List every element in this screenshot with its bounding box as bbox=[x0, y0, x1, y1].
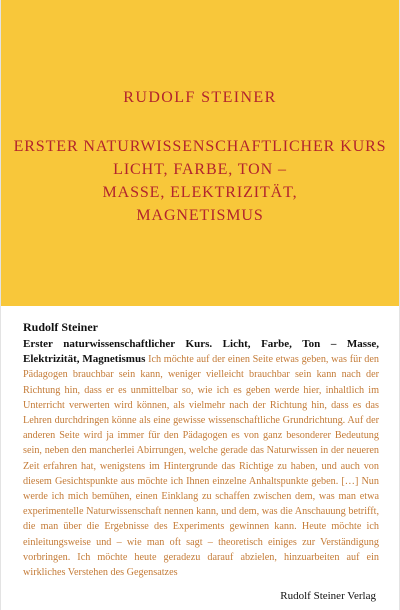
title-line: ERSTER NATURWISSENSCHAFTLICHER KURS bbox=[13, 138, 387, 155]
blurb-paragraph bbox=[23, 337, 379, 580]
blurb-text: Ich möchte auf der einen Seite etwas geben, was für den Pädagogen brauchbar sein kann, weniger vielleicht brauchbar sein kann nach der Richtung hin, dass er es unmittelbar so, wie ich es geben werde hier, inhaltlich im Unterricht verwerten wird können, als vielmehr nach der Richtung hin, dass es das Lehren durchdringen könne als eine gewisse wissenschaftliche Grundrichtung. Auf der anderen Seite wird ja immer für den Pädagogen es von ganz besonderer Bedeutung sein, neben den mancherlei Abirrungen, welche gerade das Naturwissen in der neueren Zeit erfahren hat, wenigstens im Hintergrunde das Richtige zu haben, und auch von diesem Gesichtspunkte aus möchte ich Ihnen einzelne Anhaltspunkte geben. […] Nun werde ich mich bemühen, einen Einklang zu schaffen zwischen dem, was man etwa experimentelle Naturwissenschaft nennen kann, und dem, was die Anschauung betrifft, die man über die Ergebnisse des Experiments gewinnen kann. Heute möchte ich einleitungsweise und – wie man oft sagt – theoretisch einiges zur Verständigung vorbringen. Ich möchte heute geradezu darauf abzielen, hinzuarbeiten auf ein wirkliches Verstehen des Gegensatzes bbox=[23, 354, 379, 579]
publisher-name: Rudolf Steiner Verlag bbox=[280, 590, 376, 602]
title-line: MAGNETISMUS bbox=[136, 207, 264, 224]
book-title bbox=[1, 135, 399, 227]
author-name: Rudolf Steiner bbox=[23, 320, 98, 334]
blurb-title: Erster naturwissenschaftlicher Kurs. Licht, Farbe, Ton – Masse, Elektrizität, Magnetismus bbox=[23, 338, 379, 366]
title-line: MASSE, ELEKTRIZITÄT, bbox=[102, 184, 298, 201]
author-name-heading: RUDOLF STEINER bbox=[123, 89, 277, 106]
cover-title-panel bbox=[1, 0, 399, 306]
title-line: LICHT, FARBE, TON – bbox=[113, 161, 287, 178]
back-text-area bbox=[23, 318, 379, 580]
